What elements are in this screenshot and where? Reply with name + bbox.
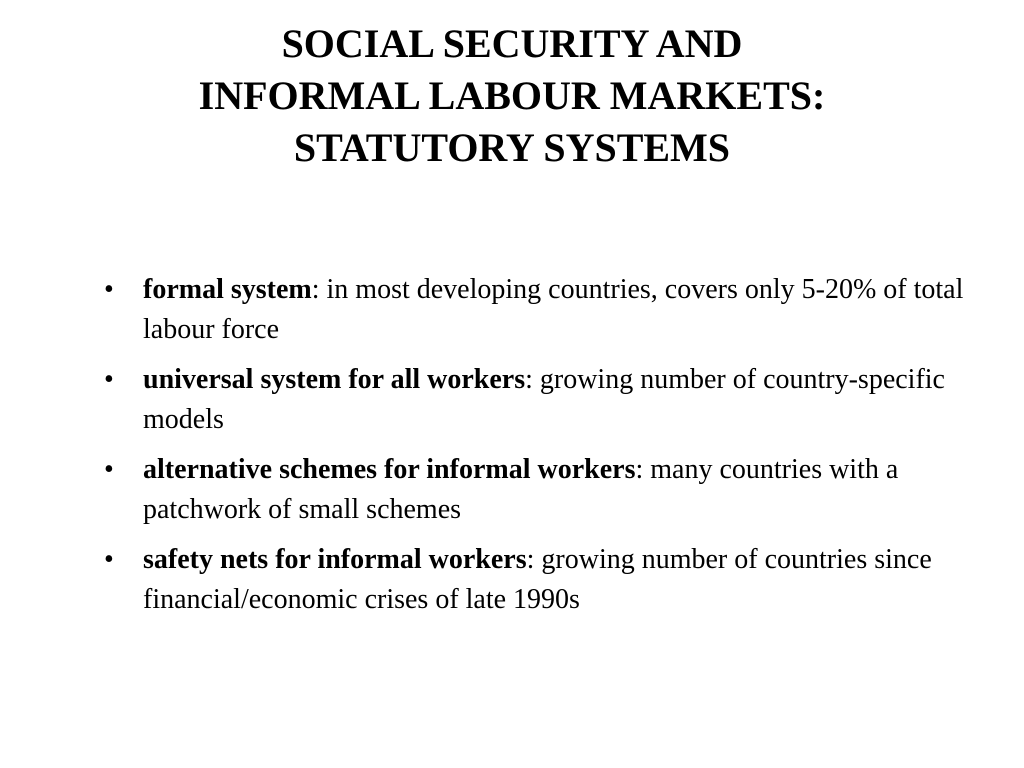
bullet-term: universal system for all workers <box>143 364 526 395</box>
bullet-marker: • <box>104 454 114 485</box>
title-line-1: SOCIAL SECURITY AND <box>281 21 743 66</box>
bullet-term: safety nets for informal workers <box>143 544 527 575</box>
title-line-2: INFORMAL LABOUR MARKETS: <box>198 73 826 118</box>
bullet-text: : growing number of countries since financial/economic crises of late 1990s <box>143 544 932 615</box>
slide-title <box>0 18 1024 174</box>
bullet-text: : many countries with a patchwork of small schemes <box>143 454 899 525</box>
bullet-term: alternative schemes for informal workers <box>143 454 636 485</box>
bullet-item-safety-nets <box>104 540 964 620</box>
bullet-item-formal-system <box>104 270 964 350</box>
bullet-term: formal system <box>143 274 312 305</box>
title-line-3: STATUTORY SYSTEMS <box>293 125 731 170</box>
bullet-text: : growing number of country-specific models <box>143 364 945 435</box>
bullet-item-alternative-schemes <box>104 450 964 530</box>
bullet-list <box>104 270 964 630</box>
bullet-marker: • <box>104 544 114 575</box>
bullet-item-universal-system <box>104 360 964 440</box>
bullet-text: : in most developing countries, covers only 5-20% of total labour force <box>143 274 964 345</box>
bullet-marker: • <box>104 274 114 305</box>
bullet-marker: • <box>104 364 114 395</box>
